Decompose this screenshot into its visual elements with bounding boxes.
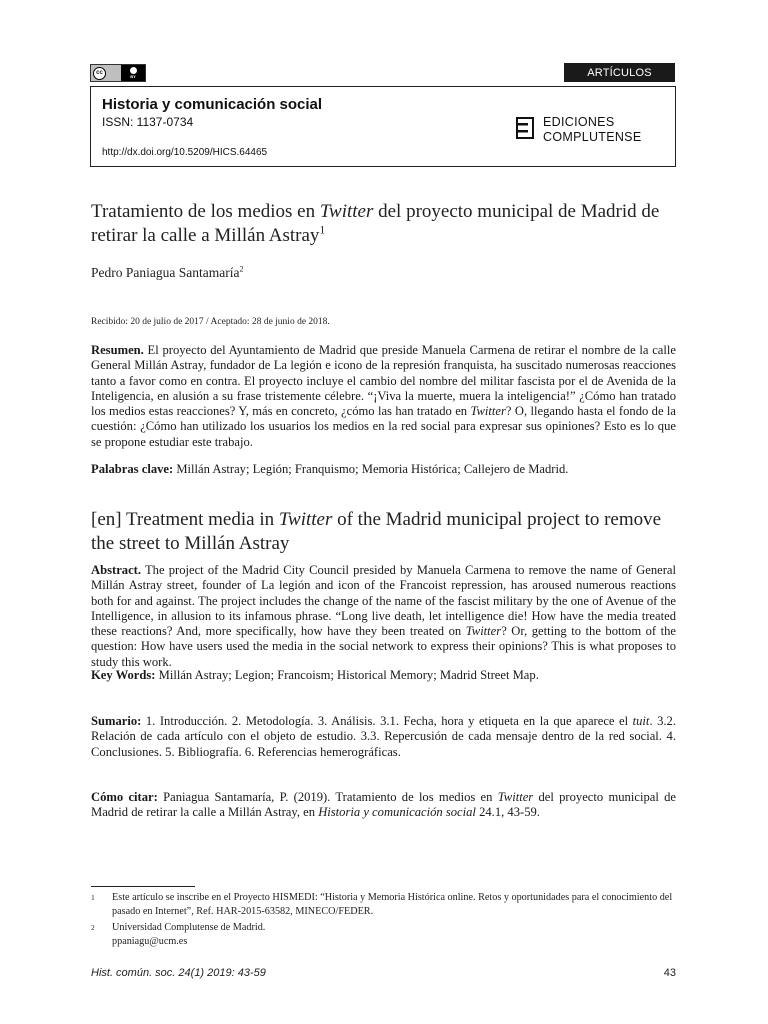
journal-title: Historia y comunicación social: [102, 96, 323, 113]
footnote-ref-1[interactable]: 1: [319, 224, 326, 237]
publisher-name: EDICIONES COMPLUTENSE: [543, 115, 642, 144]
page-number: 43: [663, 967, 676, 979]
article-title-en: [en] Treatment media in Twitter of the Madrid municipal project to remove the street to Millán Astray: [91, 509, 662, 554]
journal-issn: ISSN: 1137-0734: [102, 115, 194, 129]
received-dates: Recibido: 20 de julio de 2017 / Aceptado: 28 de junio de 2018.: [91, 317, 330, 327]
author-email-link[interactable]: ppaniagu@ucm.es: [112, 936, 188, 947]
footnote-divider: [91, 886, 195, 887]
ediciones-complutense-logo-icon: [516, 117, 534, 139]
sumario-paragraph: Sumario: 1. Introducción. 2. Metodología. 3. Análisis. 3.1. Fecha, hora y etiqueta en la que aparece el tuit. 3.2. Relación de cada artículo con el objeto de estudio. 3.3. Repercusión de cada mensaje dentro de la red social. 4. Conclusiones. 5. Bibliografía. 6. Referencias hemerográficas.: [91, 714, 676, 759]
journal-header-box: [90, 86, 676, 167]
by-icon: BY: [121, 65, 145, 81]
como-citar-paragraph: Cómo citar: Paniagua Santamaría, P. (2019). Tratamiento de los medios en Twitter del proyecto municipal de Madrid de retirar la calle a Millán Astray, en Historia y comunicación social 24.1, 43-59.: [91, 790, 676, 820]
cc-by-license-badge: [90, 64, 146, 82]
section-tag: ARTÍCULOS: [564, 63, 675, 82]
footnote-ref-2[interactable]: 2: [239, 264, 244, 274]
article-author: Pedro Paniagua Santamaría$^2$: [91, 264, 244, 280]
footnote-2: 2 Universidad Complutense de Madrid. ppaniagu@ucm.es: [91, 921, 681, 949]
key-words: Key Words: Millán Astray; Legion; Francoism; Historical Memory; Madrid Street Map.: [91, 668, 539, 682]
article-title-es: Tratamiento de los medios en Twitter del proyecto municipal de Madrid de retirar la calle a Millán Astray$^1$: [91, 201, 660, 246]
abstract-paragraph: Abstract. The project of the Madrid City Council presided by Manuela Carmena to remove the name of General Millán Astray street, founder of La legión and icon of the Francoist repression, has aroused numerous reactions both for and against. The project includes the change of the name of the fascist military by the one of Avenue of the Intelligence, in allusion to its infamous phrase. “Long live death, let intelligence die! How have the media treated these reactions? And, more specifically, how have they been treated on Twitter? Or, getting to the bottom of the question: How have users used the media in the social network to express their opinions? This is what proposes to study this work.: [91, 563, 677, 669]
attribution-person-icon: [130, 67, 137, 74]
running-footer: Hist. común. soc. 24(1) 2019: 43-59: [91, 967, 266, 979]
footnote-1: 1 Este artículo se inscribe en el Proyecto HISMEDI: “Historia y Memoria Histórica online. Retos y oportunidades para el conocimiento del pasado en Internet”, Ref. HAR-2015-63582, MINECO/FEDER.: [91, 892, 673, 917]
palabras-clave: Palabras clave: Millán Astray; Legión; Franquismo; Memoria Histórica; Callejero de Madrid.: [91, 462, 569, 476]
doi-link[interactable]: http://dx.doi.org/10.5209/HICS.64465: [102, 147, 268, 158]
resumen-paragraph: Resumen. El proyecto del Ayuntamiento de Madrid que preside Manuela Carmena de retirar el nombre de la calle General Millán Astray, fundador de La legión e icono de la represión franquista, ha suscitado numerosas reacciones tanto a favor como en contra. El proyecto incluye el cambio del nombre del militar fascista por el de Avenida de la Inteligencia, en alusión a su frase tristemente célebre. “¡Viva la muerte, muera la inteligencia!” ¿Cómo han tratado los medios estas reacciones? Y, más en concreto, ¿cómo las han tratado en Twitter? O, llegando hasta el fondo de la cuestión: ¿Cómo han utilizado los usuarios los medios en la red social para expresar sus opiniones? Esto es lo que se propone estudiar este trabajo.: [91, 343, 676, 449]
cc-icon: cc: [93, 67, 106, 80]
